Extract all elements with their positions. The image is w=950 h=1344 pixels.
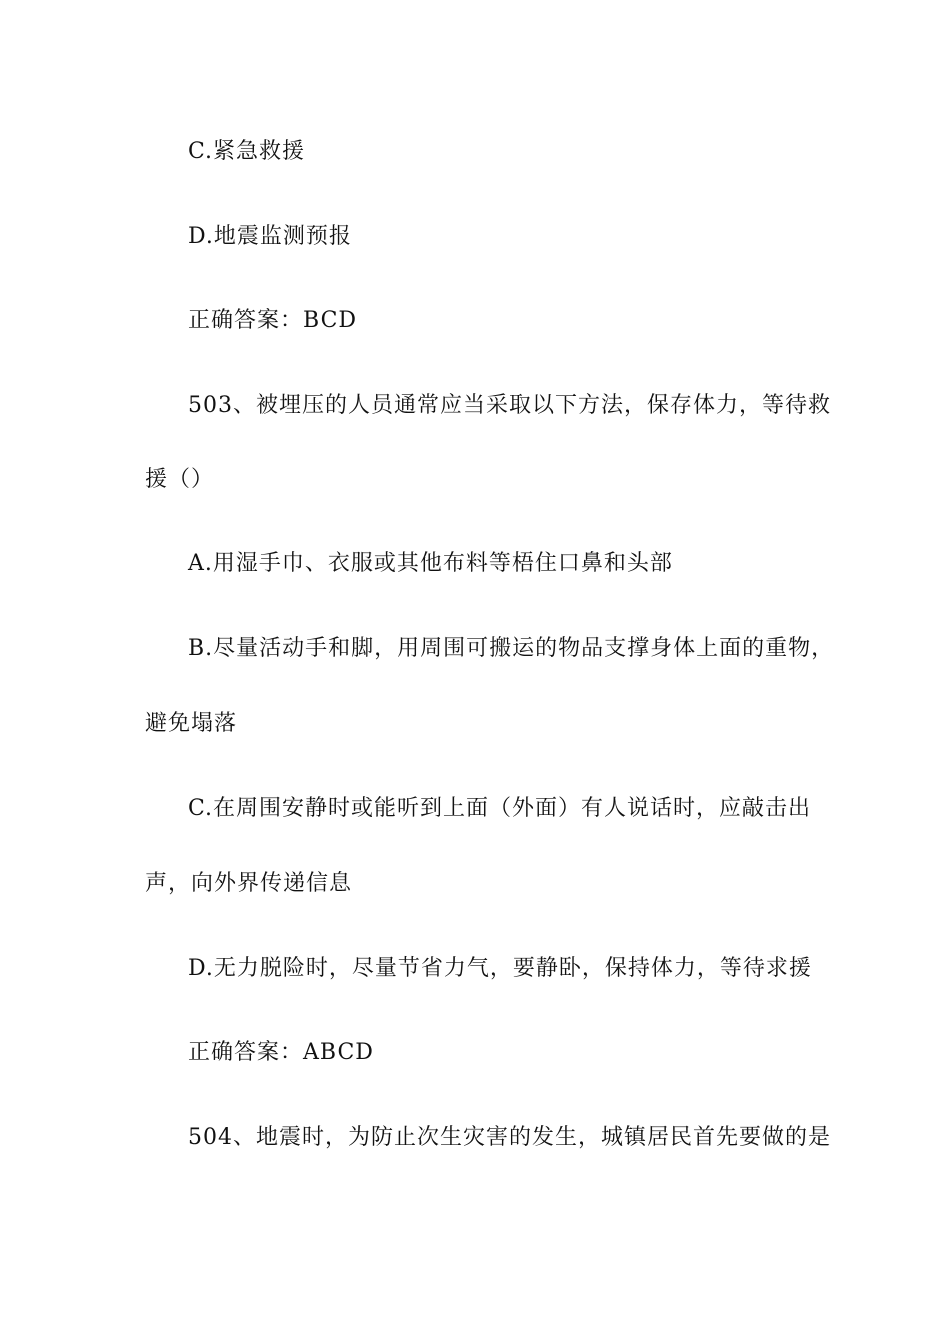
q503-question-line-1: 503、被埋压的人员通常应当采取以下方法，保存体力，等待救 (188, 393, 831, 418)
q503-question-line-2: 援（） (145, 467, 215, 492)
q503-option-c-line-2: 声，向外界传递信息 (145, 871, 353, 896)
q503-option-b-line-1: B.尽量活动手和脚，用周围可搬运的物品支撑身体上面的重物， (188, 636, 835, 661)
q502-option-c: C.紧急救援 (188, 139, 306, 164)
q503-option-a: A.用湿手巾、衣服或其他布料等梧住口鼻和头部 (188, 551, 673, 576)
q503-option-c-line-1: C.在周围安静时或能听到上面（外面）有人说话时，应敲击出 (188, 796, 812, 821)
q502-answer: 正确答案：BCD (188, 308, 358, 333)
q503-answer: 正确答案：ABCD (188, 1040, 374, 1065)
q503-option-d: D.无力脱险时，尽量节省力气，要静卧，保持体力，等待求援 (188, 956, 812, 981)
q503-option-b-line-2: 避免塌落 (145, 711, 238, 736)
q504-question-line-1: 504、地震时，为防止次生灾害的发生，城镇居民首先要做的是 (188, 1125, 831, 1150)
q502-option-d: D.地震监测预报 (188, 224, 352, 249)
